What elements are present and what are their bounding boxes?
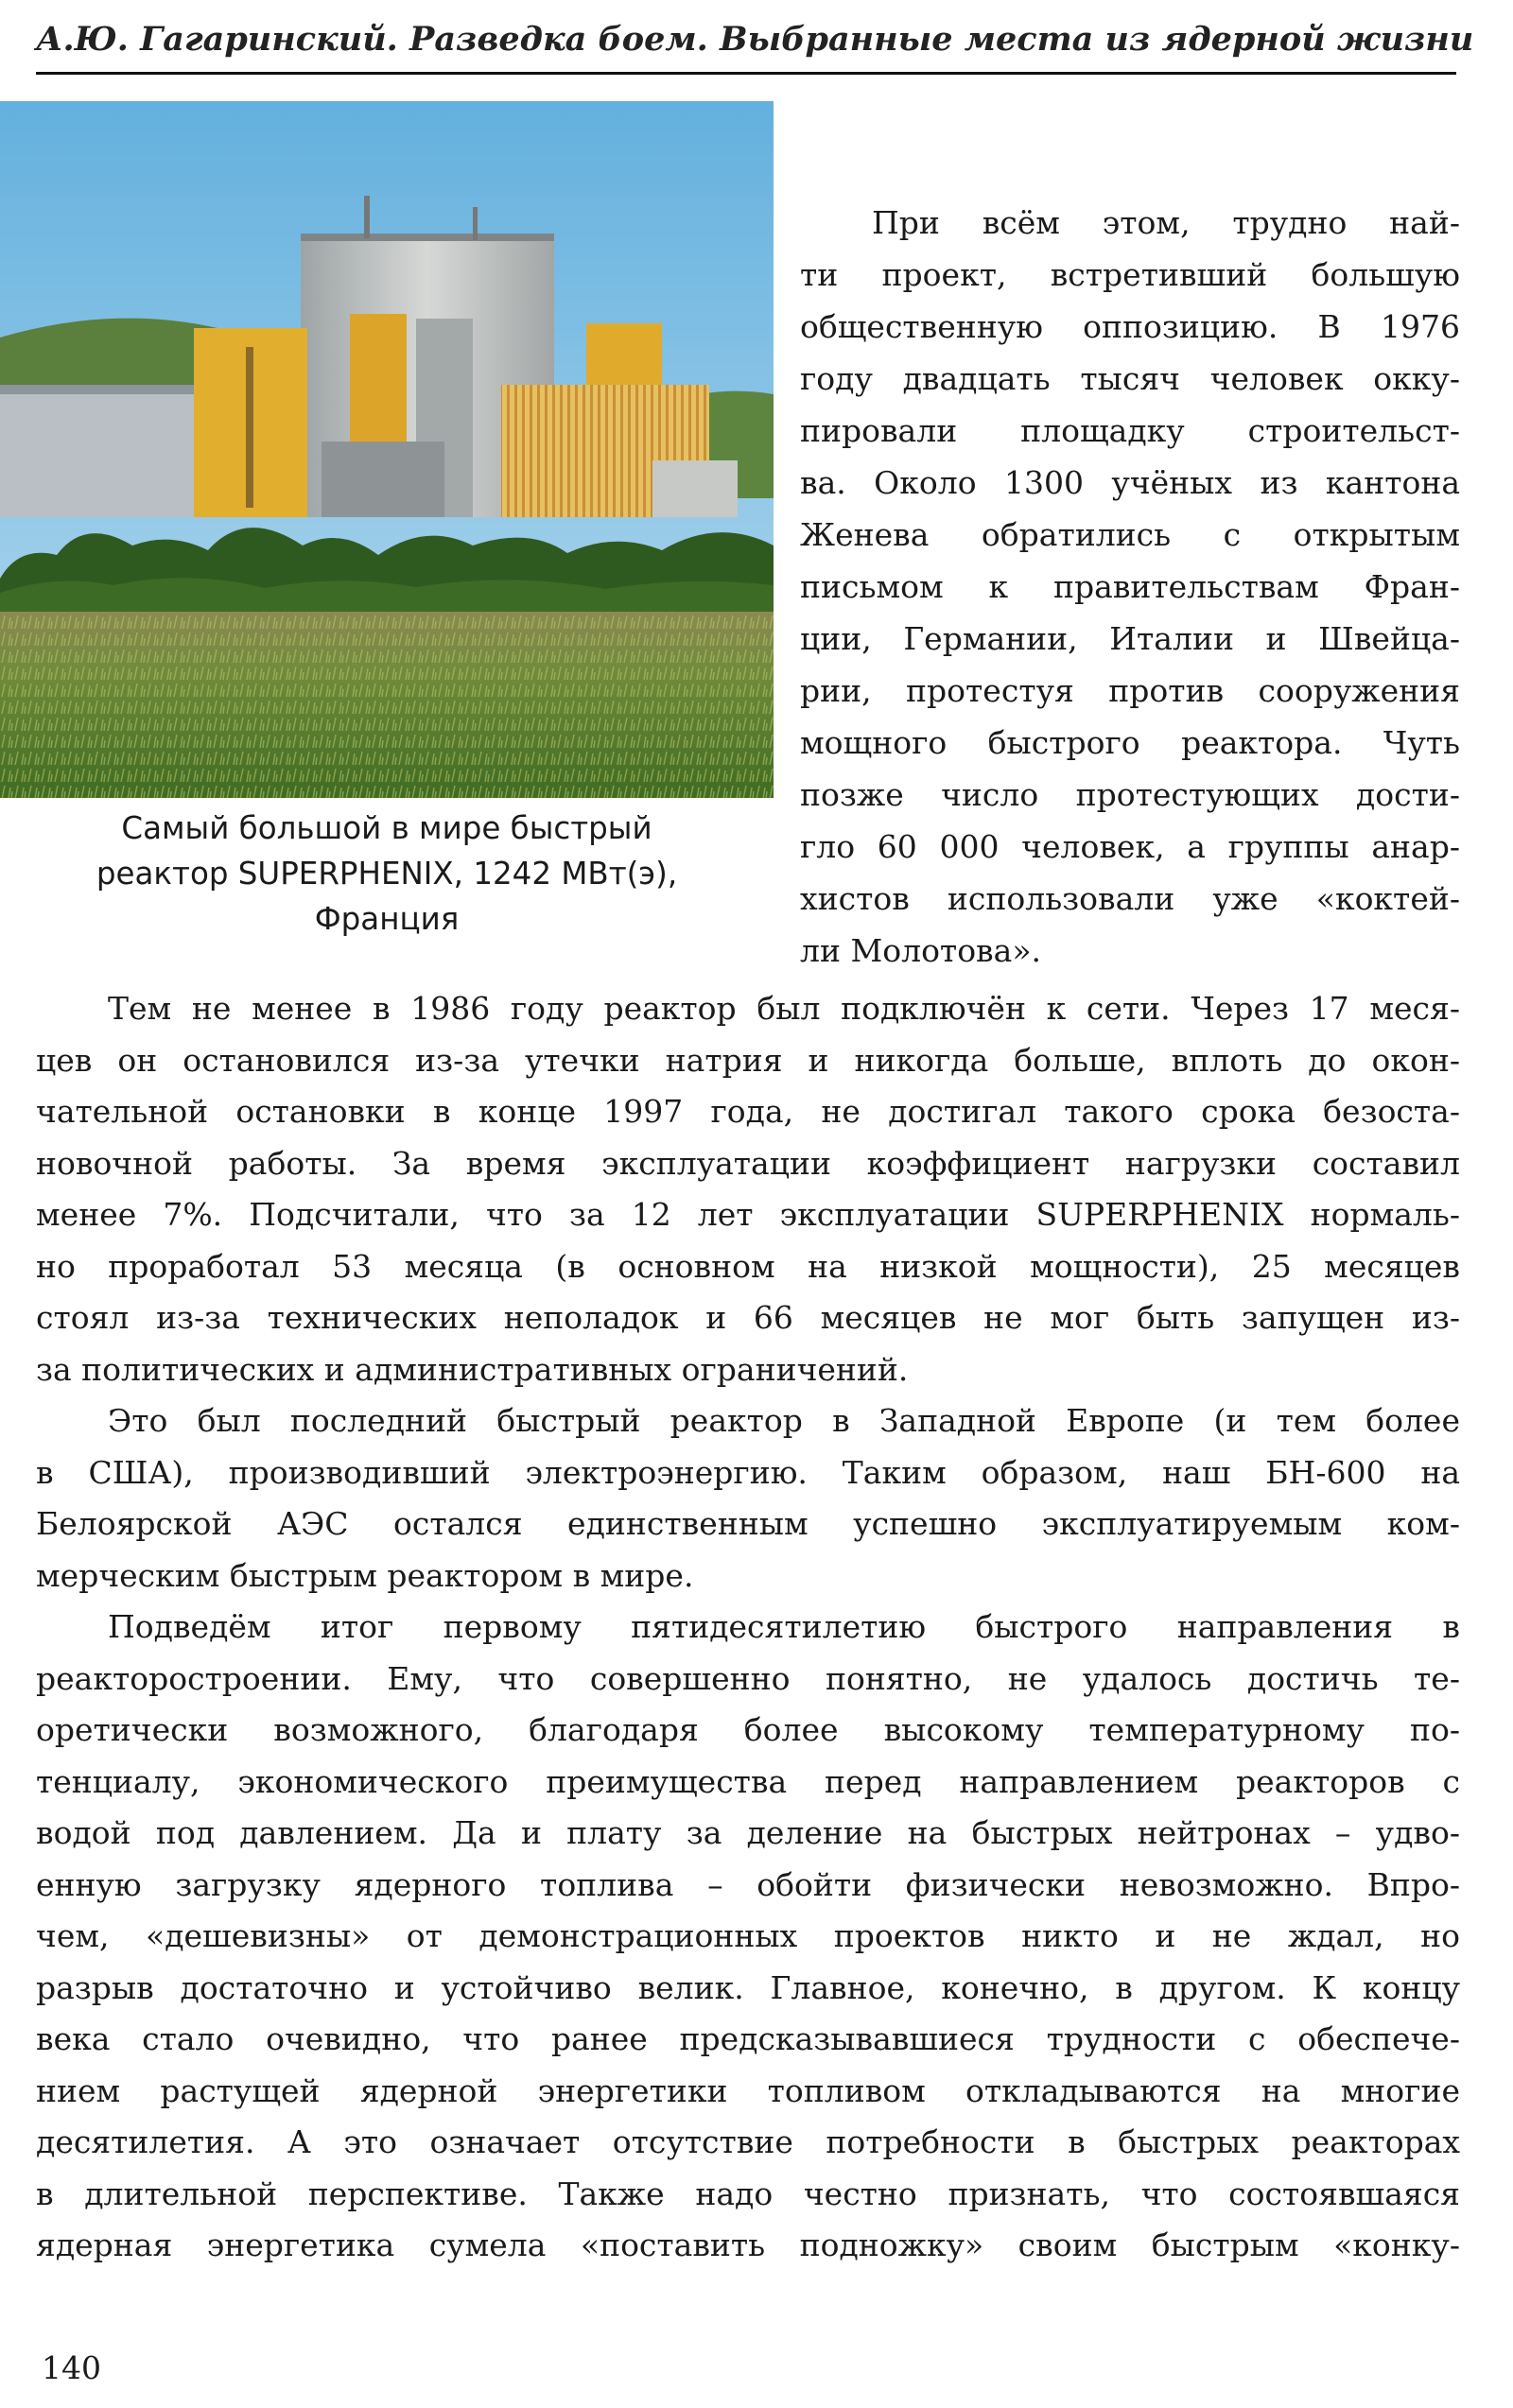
text-line: Белоярской АЭС остался единственным успешно эксплуатируемым ком- — [36, 1505, 1460, 1542]
caption-line: реактор SUPERPHENIX, 1242 МВт(э), — [96, 856, 678, 892]
text-line: ции, Германии, Италии и Швейца- — [800, 620, 1460, 657]
text-line: водой под давлением. Да и плату за деление на быстрых нейтронах – удво- — [36, 1814, 1460, 1851]
text-line: менее 7%. Подсчитали, что за 12 лет эксплуатации SUPERPHENIX нормаль- — [36, 1196, 1460, 1233]
caption-line: Франция — [314, 901, 460, 937]
text-line: в США), производивший электроэнергию. Таким образом, наш БН-600 на — [36, 1453, 1460, 1491]
page-number: 140 — [42, 2349, 101, 2386]
text-line: Тем не менее в 1986 году реактор был подключён к сети. Через 17 меся- — [108, 990, 1460, 1027]
text-line: чательной остановки в конце 1997 года, не достигал такого срока безоста- — [36, 1093, 1460, 1130]
text-line: году двадцать тысяч человек окку- — [800, 360, 1460, 397]
text-line: стоял из-за технических неполадок и 66 месяцев не мог быть запущен из- — [36, 1299, 1460, 1336]
text-line: новочной работы. За время эксплуатации коэффициент нагрузки составил — [36, 1144, 1460, 1182]
text-line: чем, «дешевизны» от демонстрационных проектов никто и не ждал, но — [36, 1917, 1460, 1954]
text-line: ти проект, встретивший большую — [800, 256, 1460, 293]
text-line: века стало очевидно, что ранее предсказывавшиеся трудности с обеспече- — [36, 2020, 1460, 2057]
text-line: общественную оппозицию. В 1976 — [800, 308, 1460, 345]
side-paragraph — [800, 197, 1460, 977]
text-line: десятилетия. А это означает отсутствие потребности в быстрых реакторах — [36, 2123, 1460, 2160]
text-line: Подведём итог первому пятидесятилетию быстрого направления в — [108, 1608, 1460, 1645]
text-line: реакторостроении. Ему, что совершенно понятно, не удалось достичь те- — [36, 1659, 1460, 1697]
text-line: хистов использовали уже «коктей- — [800, 880, 1460, 917]
text-line: тенциалу, экономического преимущества перед направлением реакторов с — [36, 1762, 1460, 1800]
text-line: гло 60 000 человек, а группы анар- — [800, 828, 1460, 865]
text-line: При всём этом, трудно най- — [872, 204, 1460, 241]
text-line: цев он остановился из-за утечки натрия и никогда больше, вплоть до окон- — [36, 1041, 1460, 1079]
text-line: мощного быстрого реактора. Чуть — [800, 724, 1460, 761]
text-line: ли Молотова». — [800, 932, 1041, 969]
text-line: ядерная энергетика сумела «поставить подножку» своим быстрым «конку- — [36, 2226, 1460, 2263]
text-line: оретически возможного, благодаря более высокому температурному по- — [36, 1711, 1460, 1748]
text-line: Это был последний быстрый реактор в Западной Европе (и тем более — [108, 1402, 1460, 1439]
text-line: мерческим быстрым реактором в мире. — [36, 1556, 694, 1594]
figure-caption — [0, 806, 774, 942]
text-line: в длительной перспективе. Также надо честно признать, что состоявшаяся — [36, 2174, 1460, 2212]
text-line: ва. Около 1300 учёных из кантона — [800, 464, 1460, 501]
running-head: А.Ю. Гагаринский. Разведка боем. Выбранные места из ядерной жизни — [36, 20, 1474, 59]
caption-line: Самый большой в мире быстрый — [121, 810, 652, 846]
main-text — [36, 983, 1460, 2272]
text-line: енную загрузку ядерного топлива – обойти физически невозможно. Впро- — [36, 1865, 1460, 1903]
text-line: за политических и административных ограничений. — [36, 1350, 909, 1388]
text-line: позже число протестующих дости- — [800, 776, 1460, 813]
text-line: разрыв достаточно и устойчиво велик. Главное, конечно, в другом. К концу — [36, 1968, 1460, 2006]
text-line: нием растущей ядерной энергетики топливом откладываются на многие — [36, 2071, 1460, 2109]
reactor-photo — [0, 101, 774, 798]
header-rule — [36, 72, 1456, 75]
text-line: письмом к правительствам Фран- — [800, 568, 1460, 605]
text-line: пировали площадку строительст- — [800, 412, 1460, 449]
text-line: рии, протестуя против сооружения — [800, 672, 1460, 709]
text-line: Женева обратились с открытым — [800, 516, 1460, 553]
text-line: но проработал 53 месяца (в основном на низкой мощности), 25 месяцев — [36, 1247, 1460, 1285]
